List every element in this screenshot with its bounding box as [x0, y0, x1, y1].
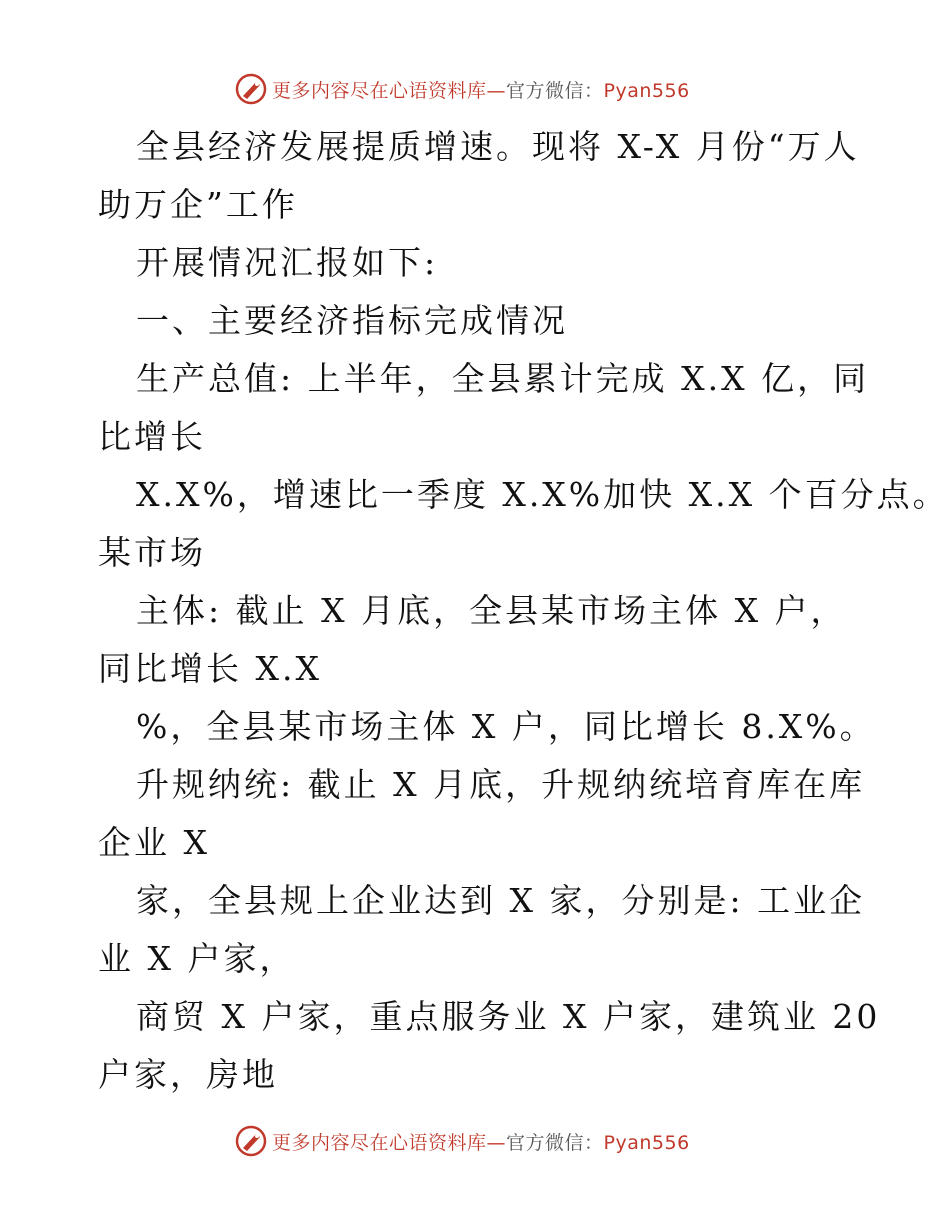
footer-watermark-banner [0, 1120, 950, 1160]
text-line: 升规纳统: 截止 X 月底，升规纳统培育库在库 [136, 765, 866, 804]
watermark-text [272, 76, 690, 103]
text-line: 助万企”工作 [98, 185, 298, 224]
text-line: 户家，房地 [98, 1055, 278, 1094]
section-heading: 一、主要经济指标完成情况 [136, 301, 568, 340]
text-line: 某市场 [98, 533, 206, 572]
watermark-wechat-label: 官方微信： [506, 1132, 604, 1154]
watermark-site-name: 更多内容尽在心语资料库 [272, 80, 487, 102]
pen-nib-logo-icon [234, 1124, 268, 1158]
watermark-wechat-label: 官方微信： [506, 80, 604, 102]
document-body [98, 118, 949, 1104]
watermark-wechat-id: Pyan556 [603, 80, 690, 102]
text-line: 同比增长 X.X [98, 649, 322, 688]
text-line: 业 X 户家， [98, 939, 296, 978]
header-watermark-banner [0, 68, 950, 108]
text-line: 主体: 截止 X 月底，全县某市场主体 X 户， [136, 591, 847, 630]
text-line: 全县经济发展提质增速。现将 X-X 月份“万人 [136, 127, 860, 166]
text-line: 比增长 [98, 417, 206, 456]
watermark-text [272, 1128, 690, 1155]
text-line: %，全县某市场主体 X 户，同比增长 8.X%。 [136, 707, 876, 746]
text-line: 商贸 X 户家，重点服务业 X 户家，建筑业 20 [136, 997, 881, 1036]
watermark-dash: — [486, 80, 507, 102]
text-line: X.X%，增速比一季度 X.X%加快 X.X 个百分点。 [136, 475, 949, 514]
text-line: 开展情况汇报如下: [136, 243, 439, 282]
pen-nib-logo-icon [234, 72, 268, 106]
watermark-wechat-id: Pyan556 [603, 1132, 690, 1154]
text-line: 家，全县规上企业达到 X 家，分别是: 工业企 [136, 881, 866, 920]
watermark-dash: — [486, 1132, 507, 1154]
text-line: 生产总值: 上半年，全县累计完成 X.X 亿，同 [136, 359, 870, 398]
watermark-site-name: 更多内容尽在心语资料库 [272, 1132, 487, 1154]
text-line: 企业 X [98, 823, 210, 862]
